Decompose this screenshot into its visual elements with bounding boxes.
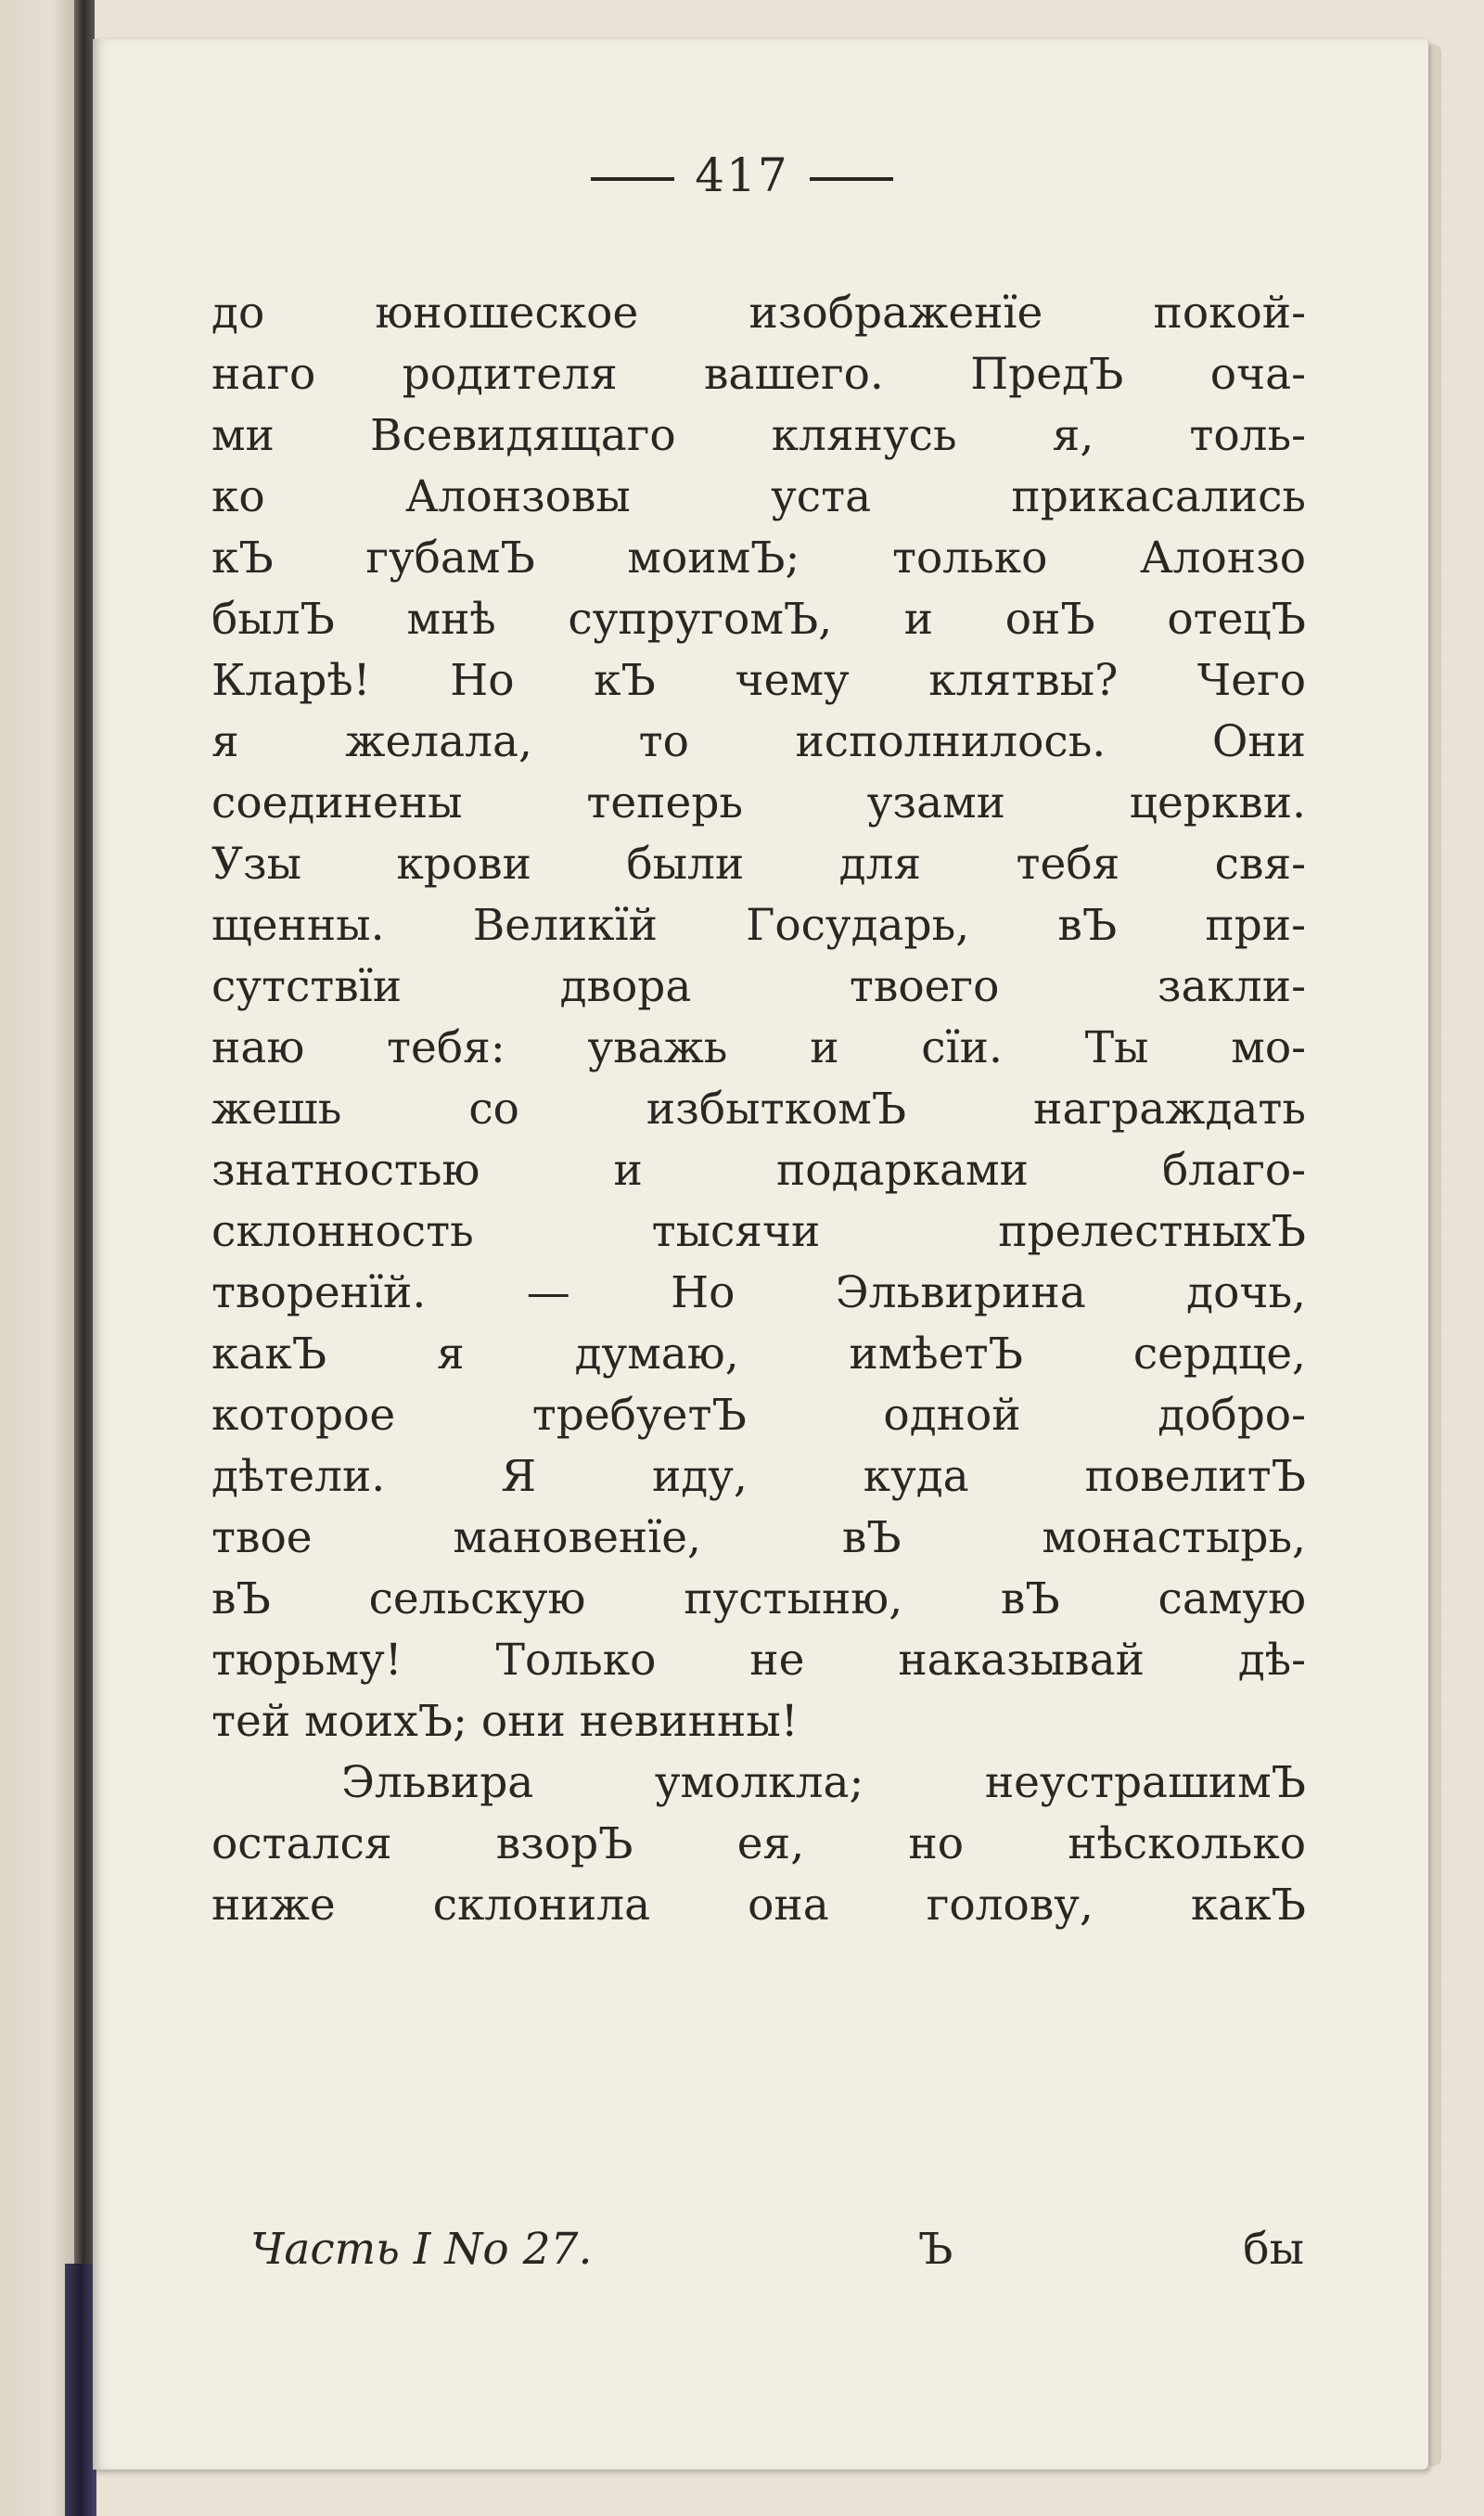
ornamental-dash-left: [591, 177, 674, 181]
page-number: [0, 148, 1484, 202]
text-line: которое требуетЪ одной добро-: [211, 1390, 1306, 1441]
text-line: творенїй. — Но Эльвирина дочь,: [211, 1267, 1306, 1318]
text-line: дѣтели. Я иду, куда повелитЪ: [211, 1451, 1306, 1502]
text-line: наго родителя вашего. ПредЪ оча-: [211, 349, 1306, 400]
binding-cloth: [65, 2264, 96, 2516]
text-line: Узы крови были для тебя свя-: [211, 839, 1306, 890]
text-line: остался взорЪ ея, но нѣсколько: [211, 1818, 1306, 1869]
text-line: тей моихЪ; они невинны!: [211, 1696, 799, 1747]
text-line: соединены теперь узами церкви.: [211, 777, 1306, 828]
text-line: ниже склонила она голову, какЪ: [211, 1880, 1306, 1931]
text-line: былЪ мнѣ супругомЪ, и онЪ отецЪ: [211, 594, 1306, 645]
facing-page-edge: [0, 0, 85, 2516]
text-line: до юношеское изображенїе покой-: [211, 288, 1306, 339]
sheet-mark: Ъ: [918, 2224, 953, 2275]
text-line: ко Алонзовы уста прикасались: [211, 471, 1306, 522]
text-line: кЪ губамЪ моимЪ; только Алонзо: [211, 533, 1306, 584]
book-spine: [74, 0, 95, 2516]
text-line: тюрьму! Только не наказывай дѣ-: [211, 1635, 1306, 1686]
body-text: [211, 283, 1306, 1936]
text-line: склонность тысячи прелестныхЪ: [211, 1206, 1306, 1257]
text-line: какЪ я думаю, имѣетЪ сердце,: [211, 1329, 1306, 1380]
ornamental-dash-right: [810, 177, 893, 181]
text-line: вЪ сельскую пустыню, вЪ самую: [211, 1573, 1306, 1624]
paragraph-first-line: Эльвира умолкла; неустрашимЪ: [341, 1757, 1306, 1808]
text-line: твое мановенїе, вЪ монастырь,: [211, 1512, 1306, 1563]
text-line: я желала, то исполнилось. Они: [211, 716, 1306, 767]
text-line: наю тебя: уважь и сїи. Ты мо-: [211, 1022, 1306, 1073]
text-line: щенны. Великїй Государь, вЪ при-: [211, 900, 1306, 951]
text-line: жешь со избыткомЪ награждать: [211, 1084, 1306, 1135]
signature-line: Часть I No 27.: [250, 2224, 593, 2275]
page-footer: [250, 2217, 1304, 2282]
text-line: знатностью и подарками благо-: [211, 1145, 1306, 1196]
catchword: бы: [1243, 2224, 1304, 2275]
text-line: ми Всевидящаго клянусь я, толь-: [211, 410, 1306, 461]
text-line: Кларѣ! Но кЪ чему клятвы? Чего: [211, 655, 1306, 706]
page-number-text: 417: [695, 148, 789, 202]
text-line: сутствїи двора твоего закли-: [211, 961, 1306, 1012]
